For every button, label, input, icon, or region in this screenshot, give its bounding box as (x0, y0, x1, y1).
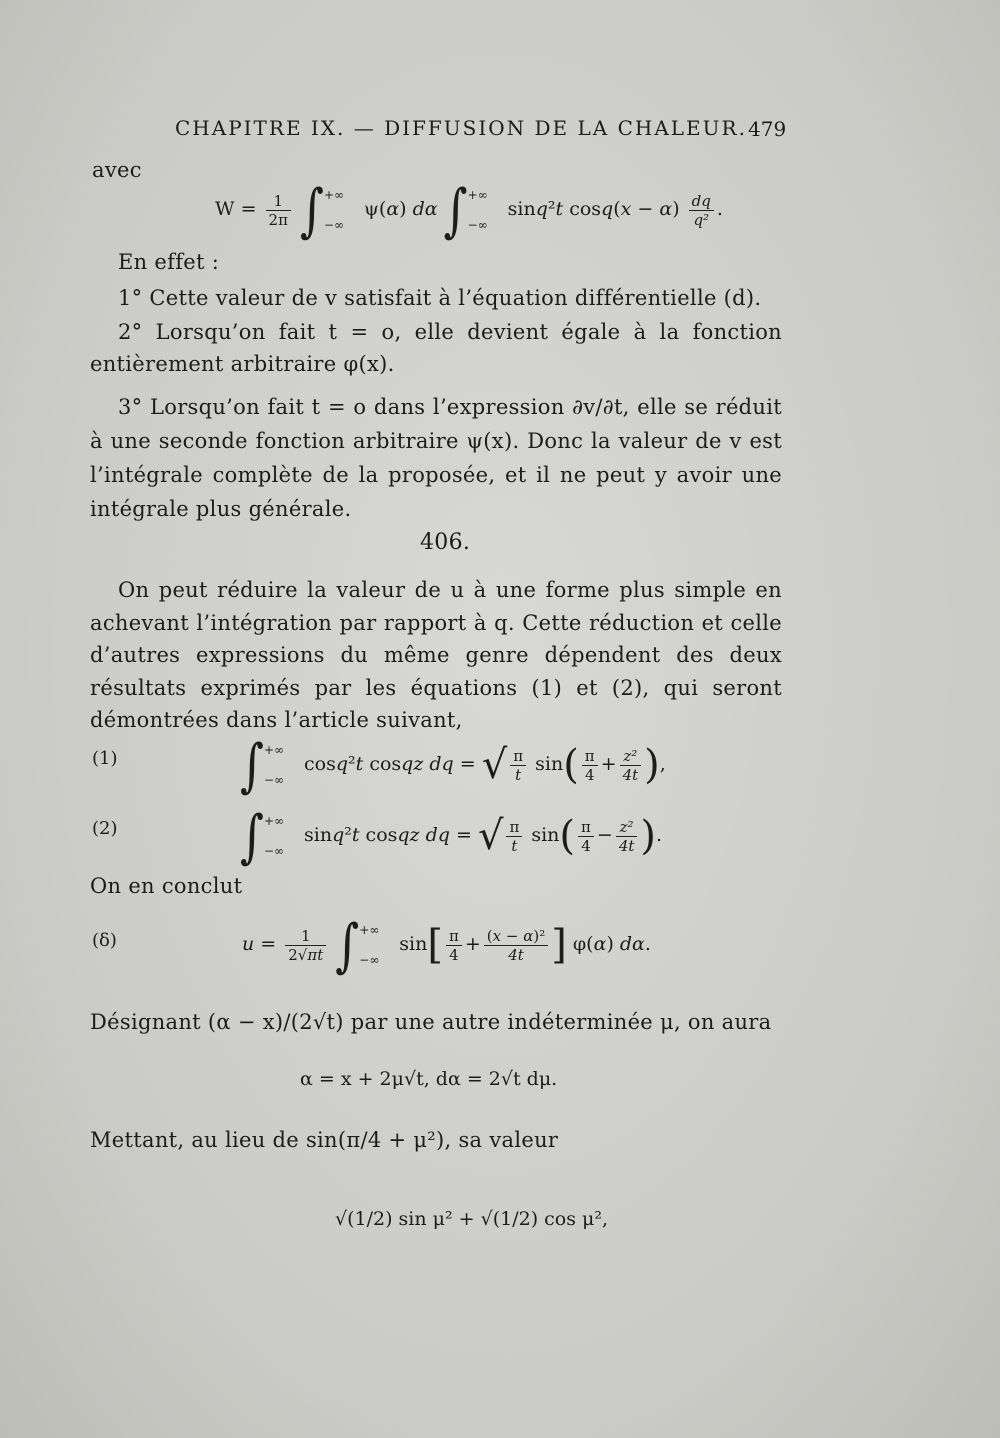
word-avec: avec (92, 158, 142, 182)
item-1: 1° Cette valeur de v satisfait à l’équation différentielle (d). (118, 286, 762, 310)
eq-delta-label: (δ) (92, 930, 117, 951)
item-3: 3° Lorsqu’on fait t = o dans l’expression ∂v/∂t, elle se réduit à une seconde fonction arbitraire ψ(x). Donc la valeur de v est l’intégrale complète de la proposée, et il ne peut y avoir une intégrale plus générale. (90, 395, 782, 521)
item-2: 2° Lorsqu’on fait t = o, elle devient égale à la fonction entièrement arbitraire φ(x). (90, 320, 782, 376)
eq2-label: (2) (92, 818, 118, 839)
equation-delta: u = $\frac{1}{2√\pi t}$ ∫ +∞ −∞ sin[ $\frac{\pi}{4}$ + $\frac{\text{(x − α)²}}{4t}$ ] φ(α) dα. (242, 911, 651, 979)
equation-w: W = $\frac{1}{2\pi}$ ∫ +∞ −∞ ψ(α) dα ∫ +∞ −∞ sinq²t cosq(x − α) $\frac{dq}{\text{q²}}$ . (215, 176, 723, 244)
section-number: 406. (420, 530, 471, 555)
on-en-conclut: On en conclut (90, 874, 243, 898)
designant: Désignant (α − x)/(2√t) par une autre indéterminée μ, on aura (90, 1010, 772, 1034)
equation-last: √(1/2) sin μ² + √(1/2) cos μ², (335, 1208, 609, 1230)
equation-1: ∫ +∞ −∞ cosq²t cosqz dq = √ $\frac{\pi}{t}$ sin( $\frac{\pi}{4}$ + $\frac{\text{z²}}{4t}$ ), (240, 731, 666, 799)
equation-alpha: α = x + 2μ√t, dα = 2√t dμ. (300, 1068, 558, 1090)
mettant: Mettant, au lieu de sin(π/4 + μ²), sa valeur (90, 1128, 559, 1152)
page-number: 479 (748, 117, 787, 141)
en-effet: En effet : (118, 250, 220, 274)
eq1-label: (1) (92, 748, 118, 769)
equation-2: ∫ +∞ −∞ sinq²t cosqz dq = √ $\frac{\pi}{t}$ sin( $\frac{\pi}{4}$ − $\frac{\text{z²}}{4t}$ ). (240, 802, 663, 870)
running-title: CHAPITRE IX. — DIFFUSION DE LA CHALEUR. (175, 116, 747, 140)
paragraph-406: On peut réduire la valeur de u à une forme plus simple en achevant l’intégration par rapport à q. Cette réduction et celle d’autres expressions du même genre dépendent des deux résultats exprimés par les équations (1) et (2), qui seront démontrées dans l’article suivant, (90, 578, 782, 732)
